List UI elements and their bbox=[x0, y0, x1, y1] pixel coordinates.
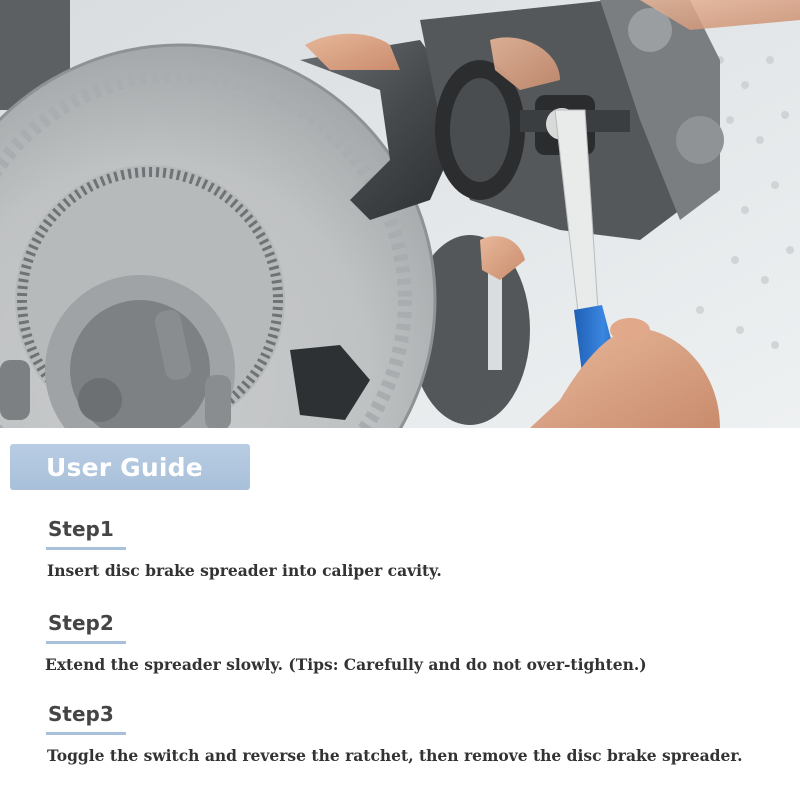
step-title: Step2 bbox=[48, 611, 114, 635]
step-description: Insert disc brake spreader into caliper cavity. bbox=[47, 561, 442, 580]
step-title: Step3 bbox=[48, 702, 114, 726]
step-title: Step1 bbox=[48, 517, 114, 541]
step-underline bbox=[46, 732, 126, 735]
step-underline bbox=[46, 547, 126, 550]
step-underline bbox=[46, 641, 126, 644]
step-description: Extend the spreader slowly. (Tips: Carefully and do not over-tighten.) bbox=[45, 655, 647, 674]
user-guide-badge bbox=[10, 444, 250, 490]
step-description: Toggle the switch and reverse the ratchet, then remove the disc brake spreader. bbox=[47, 746, 743, 765]
user-guide-title: User Guide bbox=[46, 452, 203, 482]
